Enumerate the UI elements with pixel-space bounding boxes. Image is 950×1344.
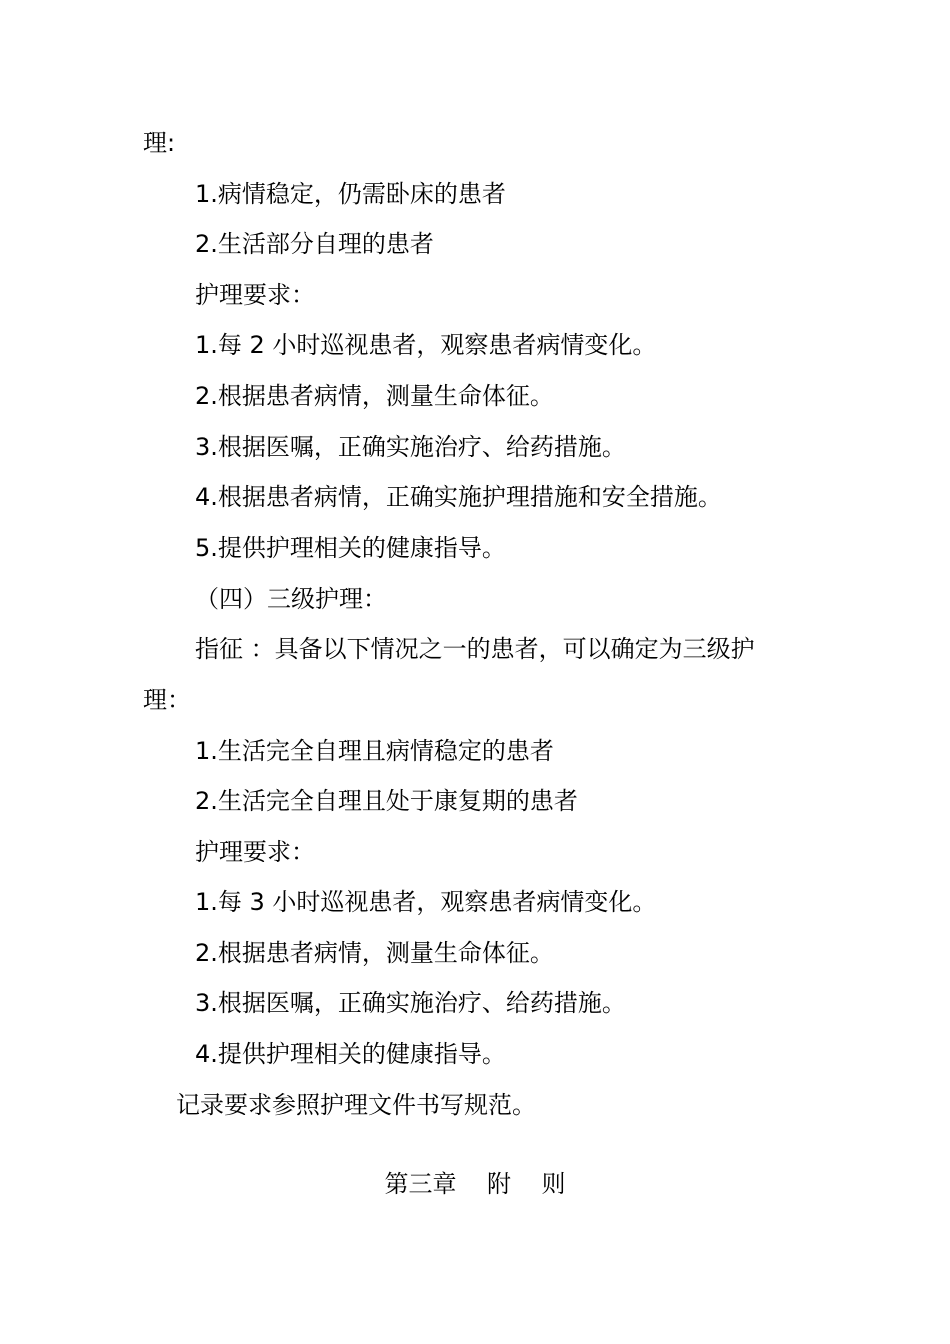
text-line: 2.根据患者病情，测量生命体征。 — [195, 939, 554, 967]
text-line: 1.病情稳定，仍需卧床的患者 — [195, 180, 506, 208]
text-line: 指征 ：具备以下情况之一的患者，可以确定为三级护 — [195, 635, 755, 663]
text-line: 1.每 3 小时巡视患者，观察患者病情变化。 — [195, 888, 657, 916]
text-line: 1.每 2 小时巡视患者，观察患者病情变化。 — [195, 331, 657, 359]
text-line: 3.根据医嘱，正确实施治疗、给药措施。 — [195, 989, 626, 1017]
text-line: 3.根据医嘱，正确实施治疗、给药措施。 — [195, 433, 626, 461]
text-line: 2.生活完全自理且处于康复期的患者 — [195, 787, 578, 815]
text-line: 理: — [143, 129, 176, 157]
text-line: 4.提供护理相关的健康指导。 — [195, 1040, 506, 1068]
text-line: 5.提供护理相关的健康指导。 — [195, 534, 506, 562]
section-heading: （四）三级护理： — [195, 585, 387, 613]
text-line: 护理要求： — [195, 281, 315, 309]
chapter-heading: 第三章 附 则 — [384, 1170, 566, 1198]
text-line: 2.生活部分自理的患者 — [195, 230, 434, 258]
text-line: 4.根据患者病情，正确实施护理措施和安全措施。 — [195, 483, 722, 511]
text-line: 记录要求参照护理文件书写规范。 — [176, 1091, 536, 1119]
text-line: 理： — [143, 686, 191, 714]
text-line: 2.根据患者病情，测量生命体征。 — [195, 382, 554, 410]
text-line: 护理要求： — [195, 838, 315, 866]
text-line: 1.生活完全自理且病情稳定的患者 — [195, 737, 554, 765]
